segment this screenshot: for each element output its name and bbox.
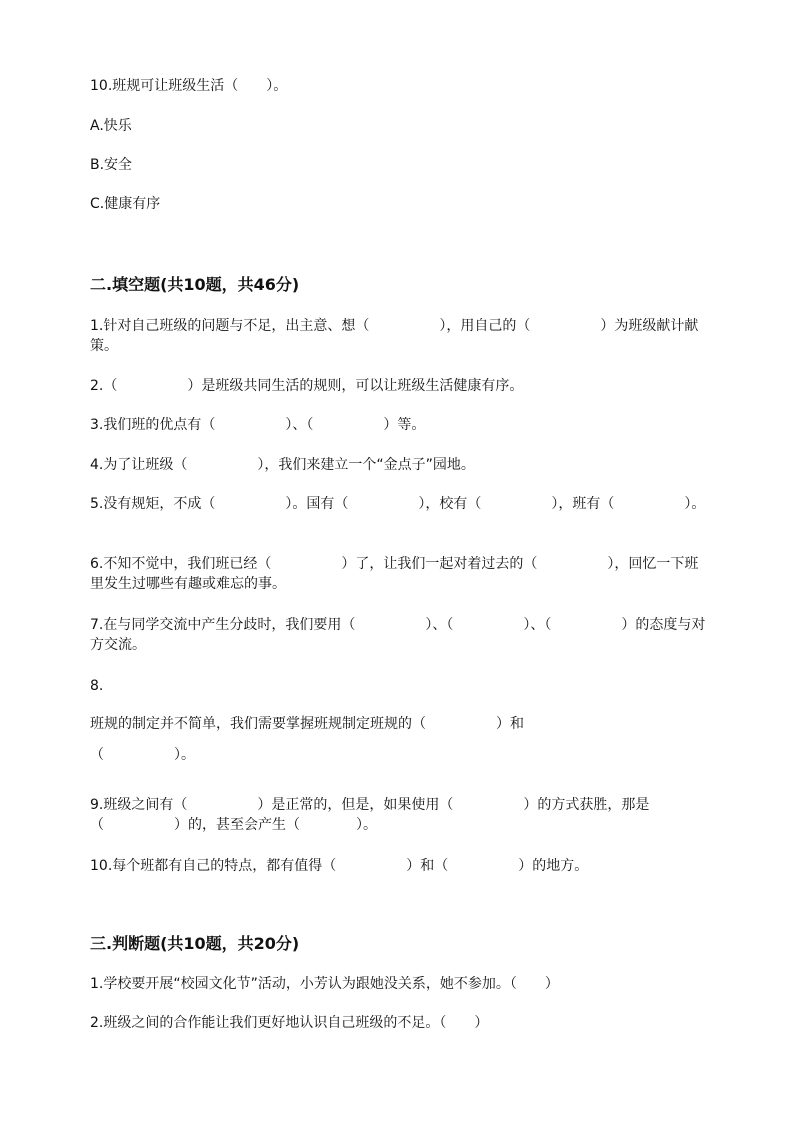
fill-question-7: 7.在与同学交流中产生分歧时，我们要用（ ）、（ ）、（ ）的态度与对方交流。: [90, 617, 706, 653]
section-judge-title: 三.判断题(共10题，共20分): [90, 934, 300, 953]
fill-question-8-line1: 班规的制定并不简单，我们需要掌握班规制定班规的（ ）和: [90, 716, 524, 732]
fill-question-3: 3.我们班的优点有（ ）、（ ）等。: [90, 417, 426, 433]
fill-question-1: 1.针对自己班级的问题与不足，出主意、想（ ），用自己的（ ）为班级献计献策。: [90, 318, 699, 354]
fill-question-9: 9.班级之间有（ ）是正常的，但是，如果使用（ ）的方式获胜，那是（ ）的，甚至会产生（ ）。: [90, 797, 650, 833]
fill-question-8-line2: （ ）。: [90, 747, 195, 763]
judge-question-2: 2.班级之间的合作能让我们更好地认识自己班级的不足。（ ）: [90, 1015, 489, 1031]
fill-question-6: 6.不知不觉中，我们班已经（ ）了，让我们一起对着过去的（ ），回忆一下班里发生过哪些有趣或难忘的事。: [90, 556, 699, 592]
fill-question-5: 5.没有规矩，不成（ ）。国有（ ），校有（ ），班有（ ）。: [90, 496, 706, 512]
prev-option-b: B.安全: [90, 157, 133, 173]
fill-question-4: 4.为了让班级（ ），我们来建立一个“金点子”园地。: [90, 457, 475, 473]
section-fill-title: 二.填空题(共10题，共46分): [90, 275, 300, 294]
prev-question-stem: 10.班规可让班级生活（ ）。: [90, 78, 288, 94]
prev-option-a: A.快乐: [90, 118, 132, 134]
fill-question-10: 10.每个班都有自己的特点，都有值得（ ）和（ ）的地方。: [90, 858, 589, 874]
fill-question-2: 2.（ ）是班级共同生活的规则，可以让班级生活健康有序。: [90, 378, 524, 394]
judge-question-1: 1.学校要开展“校园文化节”活动，小芳认为跟她没关系，她不参加。（ ）: [90, 976, 559, 992]
fill-question-8-number: 8.: [90, 678, 104, 694]
prev-option-c: C.健康有序: [90, 196, 161, 212]
